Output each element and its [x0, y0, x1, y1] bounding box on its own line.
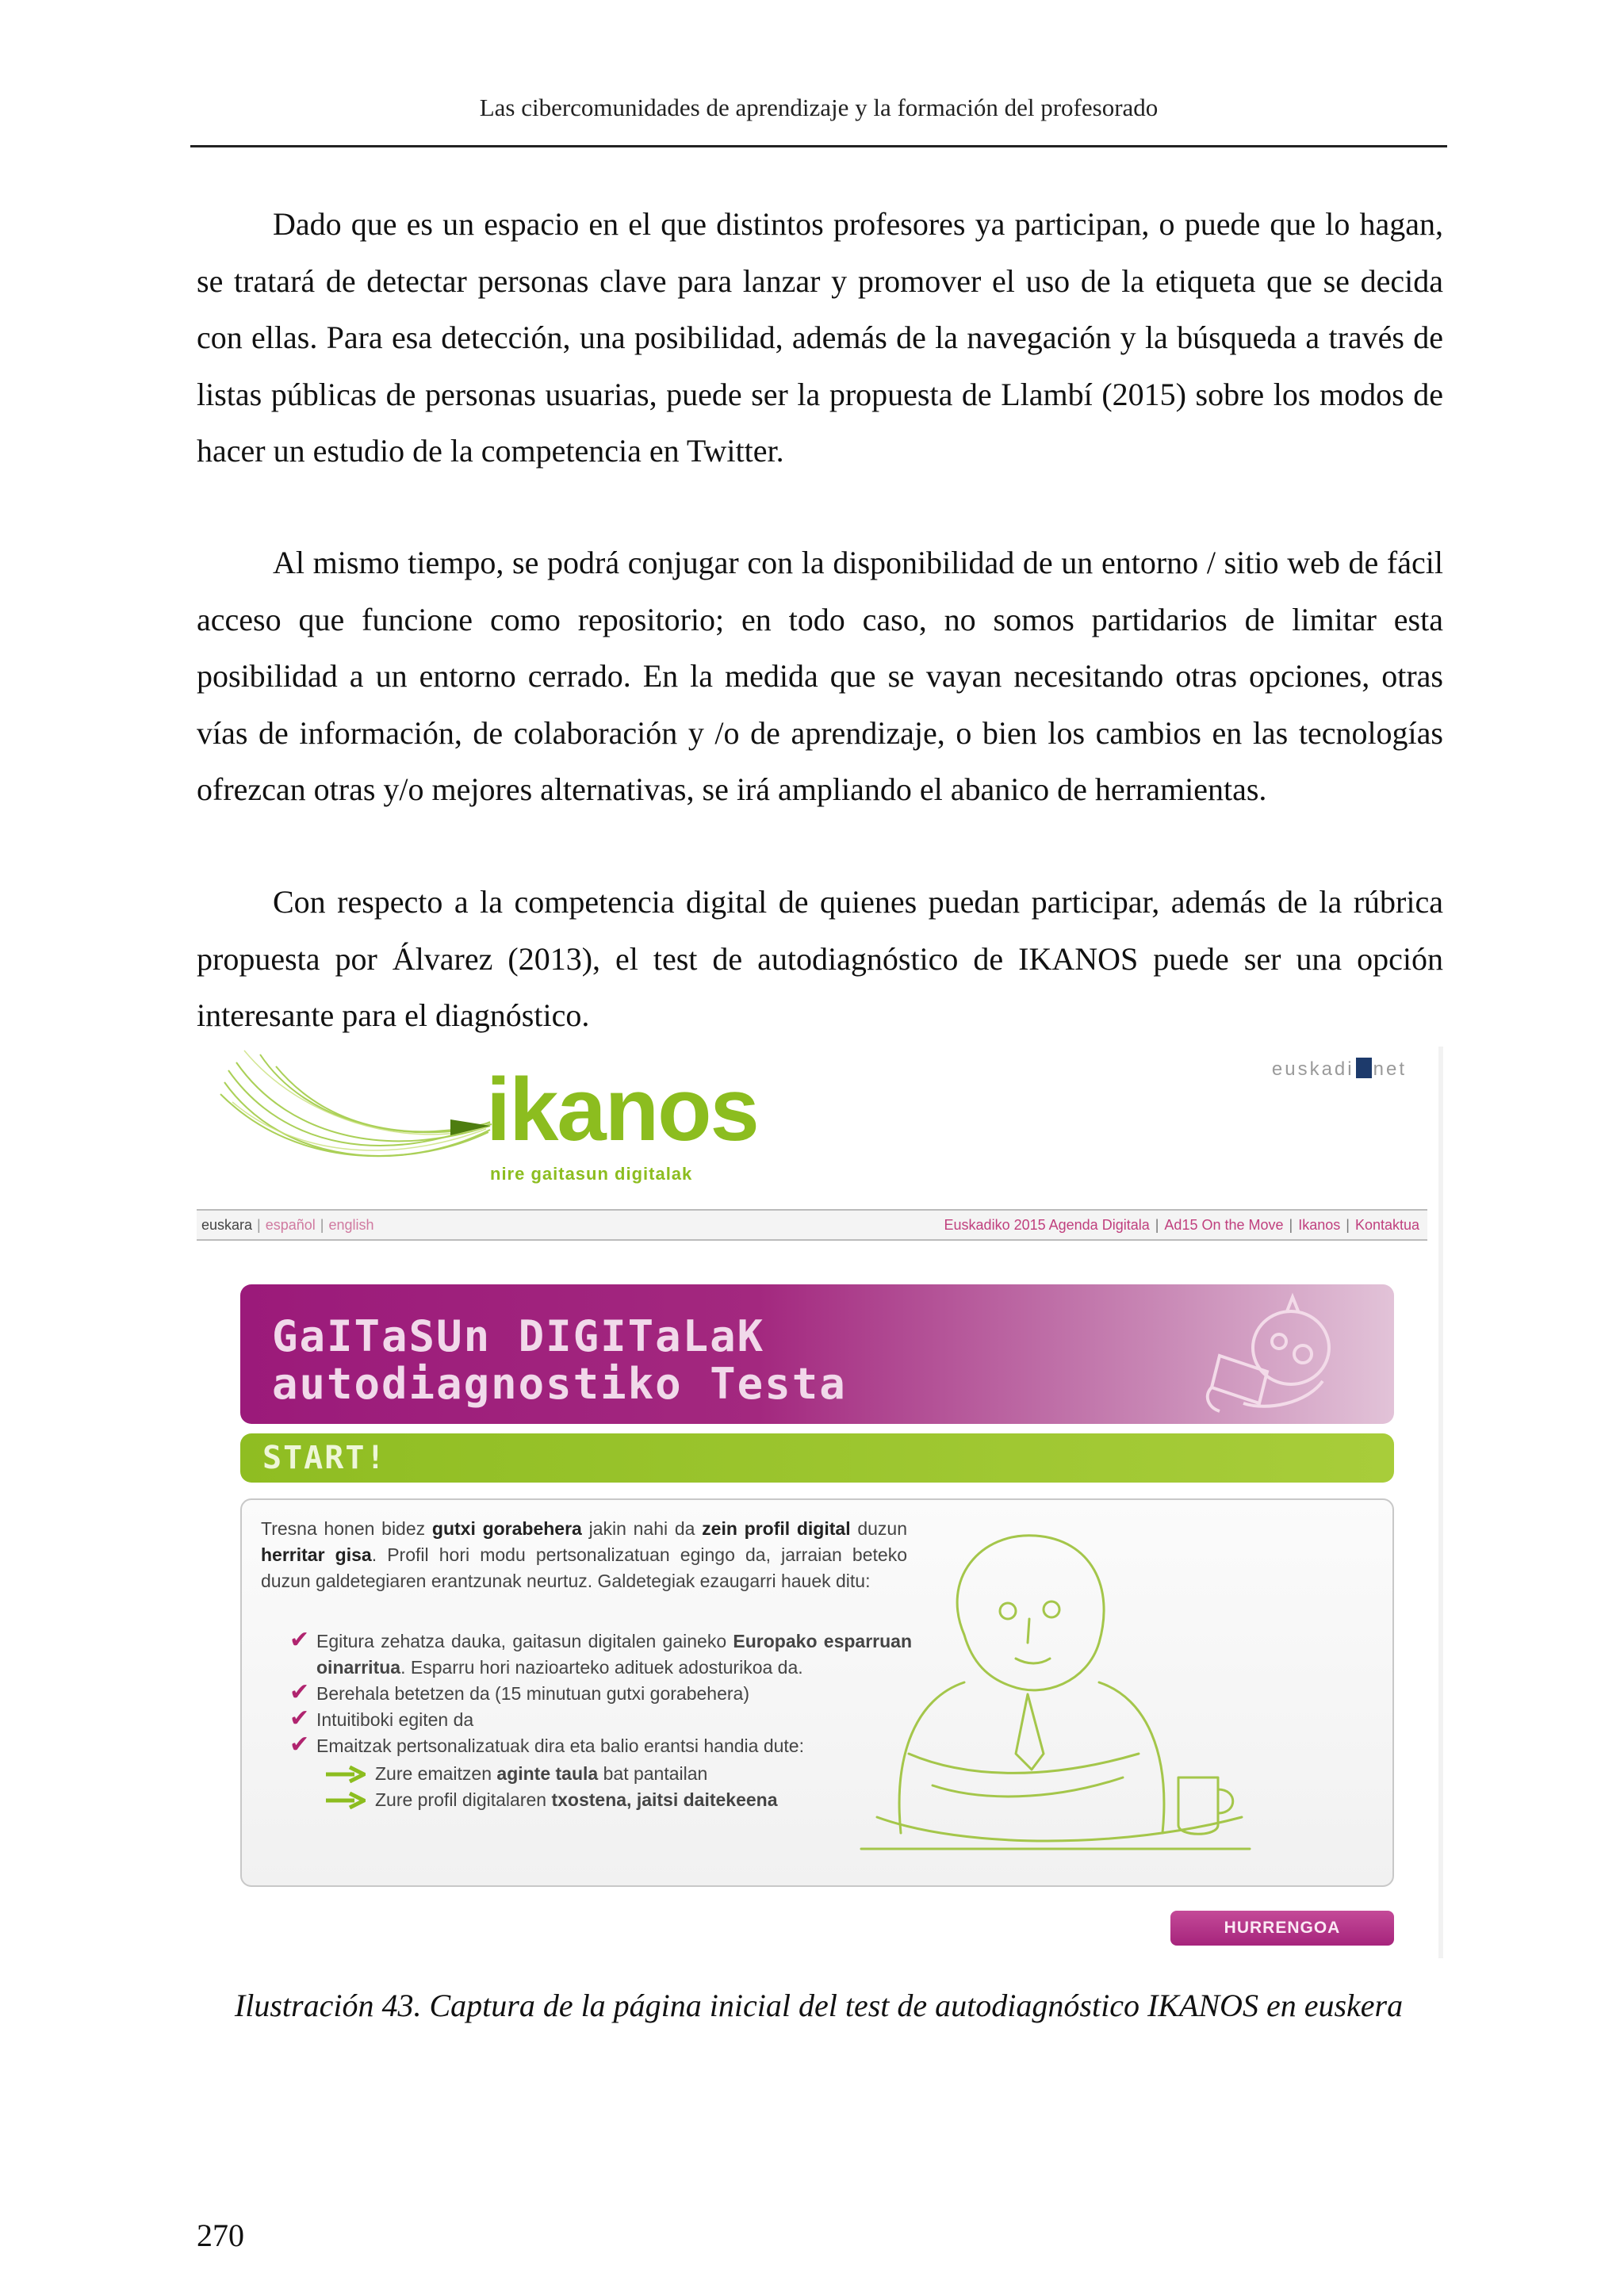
list-item: ✔ Emaitzak pertsonalizatuak dira eta balio erantsi handia dute: Zure emaitzen aginte taula bat pantailan Zure profil digitalaren txostena, jaitsi daitekeena: [289, 1733, 912, 1813]
sublist-item: Zure emaitzen aginte taula bat pantailan: [324, 1761, 912, 1787]
euskadi-right: net: [1373, 1058, 1407, 1080]
separator: |: [1346, 1217, 1350, 1233]
euskadi-mark-icon: [1356, 1058, 1372, 1078]
nav-link-agenda[interactable]: Euskadiko 2015 Agenda Digitala: [944, 1217, 1150, 1233]
ikanos-tagline: nire gaitasun digitalak: [490, 1164, 693, 1184]
start-bar[interactable]: [240, 1433, 1394, 1483]
paragraph-2: Al mismo tiempo, se podrá conjugar con la disponibilidad de un entorno / sitio web de fácil acceso que funcione como repositorio; en todo caso, no somos partidarios de limitar esta posibilidad a un entorno cerrado. En la medida que se vayan necesitando otras opciones, otras vías de información, de colaboración y /o de aprendizaje, o bien los cambios en las tecnologías ofrezcan otras y/o mejores alternativas, se irá ampliando el abanico de herramientas.: [197, 545, 1443, 807]
paragraph-3: Con respecto a la competencia digital de quienes puedan participar, además de la rúbrica propuesta por Álvarez (2013), el test de autodiagnóstico de IKANOS puede ser una opción interesante para el diagnóstico.: [197, 884, 1443, 1033]
green-arrow-icon: [324, 1766, 366, 1783]
checkmark-icon: ✔: [289, 1627, 310, 1653]
running-header: Las cibercomunidades de aprendizaje y la formación del profesorado: [479, 94, 1159, 121]
euskadi-left: euskadi: [1271, 1058, 1354, 1080]
header-nav-links: [944, 1211, 1419, 1239]
result-sublist: [324, 1761, 912, 1813]
separator: |: [257, 1217, 261, 1233]
thinking-person-illustration-icon: [845, 1516, 1258, 1873]
ikanos-swirl-logo-icon: [213, 1047, 498, 1181]
list-item: ✔ Intuitiboki egiten da: [289, 1705, 474, 1732]
checkmark-icon: ✔: [289, 1679, 310, 1705]
top-navigation-bar: [197, 1209, 1427, 1241]
ikanos-wordmark[interactable]: ikanos: [486, 1060, 758, 1159]
nav-link-ikanos[interactable]: Ikanos: [1298, 1217, 1341, 1233]
paragraph-1: Dado que es un espacio en el que distintos profesores ya participan, o puede que lo hagan, se tratará de detectar personas clave para lanzar y promover el uso de la etiqueta que se decida con ellas. Para esa detección, una posibilidad, además de la navegación y la búsqueda a través de listas públicas de personas usuarias, puede ser la propuesta de Llambí (2015) sobre los modos de hacer un estudio de la competencia en Twitter.: [197, 206, 1443, 469]
ikanos-screenshot-figure: [197, 1047, 1443, 1958]
lang-euskara[interactable]: euskara: [201, 1217, 253, 1233]
test-title-banner: [240, 1284, 1394, 1424]
separator: |: [320, 1217, 324, 1233]
green-arrow-icon: [324, 1792, 366, 1809]
sublist-item: Zure profil digitalaren txostena, jaitsi daitekeena: [324, 1787, 912, 1813]
list-item: ✔ Berehala betetzen da (15 minutuan gutxi gorabehera): [289, 1679, 749, 1705]
nav-link-on-the-move[interactable]: Ad15 On the Move: [1164, 1217, 1284, 1233]
separator: |: [1289, 1217, 1293, 1233]
intro-panel: [240, 1498, 1394, 1887]
mascot-with-tablet-icon: [1196, 1292, 1354, 1419]
banner-title-line-2: autodiagnostiko Testa: [272, 1359, 847, 1409]
checkmark-icon: ✔: [289, 1705, 310, 1732]
feature-list: [289, 1628, 912, 1813]
page-number: 270: [197, 2218, 244, 2253]
banner-title-line-1: GaITaSUn DIGITaLaK: [272, 1311, 765, 1361]
checkmark-icon: ✔: [289, 1732, 310, 1758]
euskadi-net-logo[interactable]: [1272, 1058, 1407, 1081]
separator: |: [1155, 1217, 1159, 1233]
start-label: START!: [262, 1440, 387, 1476]
figure-caption: Ilustración 43. Captura de la página inicial del test de autodiagnóstico IKANOS en euskera: [234, 1988, 1404, 2023]
language-switcher: [201, 1211, 374, 1239]
intro-text: Tresna honen bidez gutxi gorabehera jakin nahi da zein profil digital duzun herritar gisa. Profil hori modu pertsonalizatuan egingo da, jarraian beteko duzun galdetegiaren erantzunak neurtuz. Galdetegiak ezaugarri hauek ditu:: [261, 1518, 907, 1591]
header-rule: [190, 145, 1447, 147]
list-item: ✔ Egitura zehatza dauka, gaitasun digitalen gaineko Europako esparruan oinarritua. Esparru hori nazioarteko adituek adosturikoa da.: [289, 1627, 912, 1678]
lang-espanol[interactable]: español: [265, 1217, 316, 1233]
nav-link-kontaktua[interactable]: Kontaktua: [1354, 1217, 1419, 1233]
lang-english[interactable]: english: [328, 1217, 374, 1233]
next-button[interactable]: HURRENGOA: [1170, 1911, 1394, 1946]
